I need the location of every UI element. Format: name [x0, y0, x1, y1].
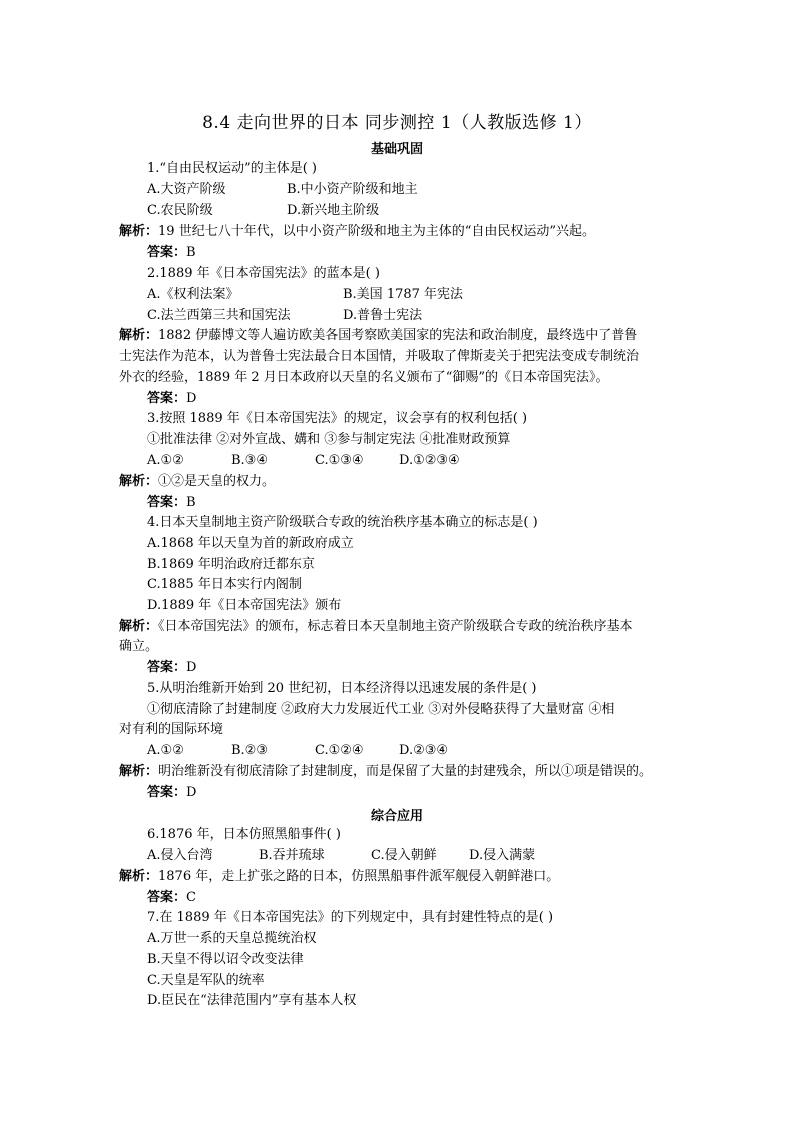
- answer-line: [147, 783, 196, 803]
- analysis-line: [119, 326, 637, 346]
- option-d: D.②③④: [399, 743, 449, 758]
- analysis-label: 解析：: [119, 764, 159, 779]
- analysis-line: [119, 222, 595, 242]
- answer-value: D: [186, 660, 197, 675]
- option-c: C.农民阶级: [147, 203, 213, 218]
- section-heading-applied: 综合应用: [370, 809, 423, 824]
- question-items-cont: 对有利的国际环境: [119, 722, 224, 737]
- analysis-text: 明治维新没有彻底清除了封建制度，而是保留了大量的封建残余，所以①项是错误的。: [158, 764, 653, 779]
- question-stem: 2.1889 年《日本帝国宪法》的蓝本是( ): [147, 266, 380, 281]
- option-a: A.大资产阶级: [147, 182, 226, 197]
- answer-label: 答案：: [147, 890, 187, 905]
- option-a: A.①②: [147, 453, 184, 468]
- option-c: C.侵入朝鲜: [371, 848, 437, 863]
- analysis-text-cont: 外衣的经验，1889 年 2 月日本政府以天皇的名义颁布了“御赐”的《日本帝国宪法》。: [119, 370, 609, 385]
- answer-value: C: [186, 890, 196, 905]
- analysis-label: 解析：: [119, 328, 159, 343]
- option-d: D.新兴地主阶级: [287, 203, 380, 218]
- analysis-label: 解析：: [119, 869, 159, 884]
- analysis-text: 19 世纪七八十年代，以中小资产阶级和地主为主体的“自由民权运动”兴起。: [158, 224, 595, 239]
- answer-label: 答案：: [147, 495, 187, 510]
- option-a: A.侵入台湾: [147, 848, 213, 863]
- option-a: A.①②: [147, 743, 184, 758]
- answer-line: [147, 888, 196, 908]
- answer-label: 答案：: [147, 660, 187, 675]
- question-stem: 6.1876 年，日本仿照黑船事件( ): [147, 827, 341, 842]
- option-c: C.①③④: [315, 453, 364, 468]
- analysis-text-cont: 士宪法作为范本，认为普鲁士宪法最合日本国情，并吸取了俾斯麦关于把宪法变成专制统治: [119, 349, 640, 364]
- analysis-text: 1882 伊藤博文等人遍访欧美各国考察欧美国家的宪法和政治制度，最终选中了普鲁: [158, 328, 638, 343]
- option-b: B.美国 1787 年宪法: [343, 287, 464, 302]
- analysis-line: [119, 472, 275, 492]
- analysis-text-cont: 确立。: [119, 639, 159, 654]
- answer-value: B: [186, 245, 196, 260]
- option-a: A.万世一系的天皇总揽统治权: [147, 931, 317, 946]
- option-b: B.③④: [231, 453, 268, 468]
- option-a: A.《权利法案》: [147, 287, 239, 302]
- answer-label: 答案：: [147, 785, 187, 800]
- section-heading-basic: 基础巩固: [370, 142, 423, 157]
- question-stem: 4.日本天皇制地主资产阶级联合专政的统治秩序基本确立的标志是( ): [147, 515, 538, 530]
- analysis-label: 解析：: [119, 224, 159, 239]
- question-stem: 3.按照 1889 年《日本帝国宪法》的规定，议会享有的权利包括( ): [147, 411, 528, 426]
- analysis-text: 《日本帝国宪法》的颁布，标志着日本天皇制地主资产阶级联合专政的统治秩序基本: [158, 619, 633, 634]
- answer-line: [147, 658, 196, 678]
- option-b: B.天皇不得以诏令改变法律: [147, 952, 304, 967]
- option-b: B.中小资产阶级和地主: [287, 182, 418, 197]
- option-c: C.天皇是军队的统率: [147, 973, 265, 988]
- option-c: C.①②④: [315, 743, 364, 758]
- analysis-line: [119, 617, 633, 637]
- option-d: D.普鲁士宪法: [343, 308, 423, 323]
- option-b: B.吞并琉球: [259, 848, 325, 863]
- page-title: 8.4 走向世界的日本 同步测控 1（人教版选修 1）: [202, 113, 592, 133]
- answer-label: 答案：: [147, 391, 187, 406]
- option-b: B.1869 年明治政府迁都东京: [147, 557, 315, 572]
- option-d: D.①②③④: [399, 453, 460, 468]
- answer-value: D: [186, 785, 197, 800]
- answer-line: [147, 243, 196, 263]
- option-a: A.1868 年以天皇为首的新政府成立: [147, 536, 354, 551]
- answer-value: B: [186, 495, 196, 510]
- option-d: D.臣民在“法律范围内”享有基本人权: [147, 993, 357, 1008]
- analysis-label: 解析：: [119, 619, 159, 634]
- analysis-line: [119, 867, 559, 887]
- option-d: D.侵入满蒙: [469, 848, 536, 863]
- analysis-text: ①②是天皇的权力。: [158, 474, 276, 489]
- analysis-text: 1876 年，走上扩张之路的日本，仿照黑船事件派军舰侵入朝鲜港口。: [158, 869, 560, 884]
- answer-label: 答案：: [147, 245, 187, 260]
- question-stem: 7.在 1889 年《日本帝国宪法》的下列规定中，具有封建性特点的是( ): [147, 910, 554, 925]
- question-stem: 1.“自由民权运动”的主体是( ): [147, 161, 317, 176]
- answer-line: [147, 389, 196, 409]
- analysis-label: 解析：: [119, 474, 159, 489]
- analysis-line: [119, 762, 652, 782]
- question-items: ①批准法律 ②对外宣战、媾和 ③参与制定宪法 ④批准财政预算: [147, 432, 511, 447]
- question-stem: 5.从明治维新开始到 20 世纪初，日本经济得以迅速发展的条件是( ): [147, 681, 537, 696]
- option-c: C.法兰西第三共和国宪法: [147, 308, 291, 323]
- option-d: D.1889 年《日本帝国宪法》颁布: [147, 598, 342, 613]
- answer-line: [147, 493, 196, 513]
- question-items: ①彻底清除了封建制度 ②政府大力发展近代工业 ③对外侵略获得了大量财富 ④相: [147, 702, 615, 717]
- answer-value: D: [186, 391, 197, 406]
- option-b: B.②③: [231, 743, 268, 758]
- option-c: C.1885 年日本实行内阁制: [147, 577, 302, 592]
